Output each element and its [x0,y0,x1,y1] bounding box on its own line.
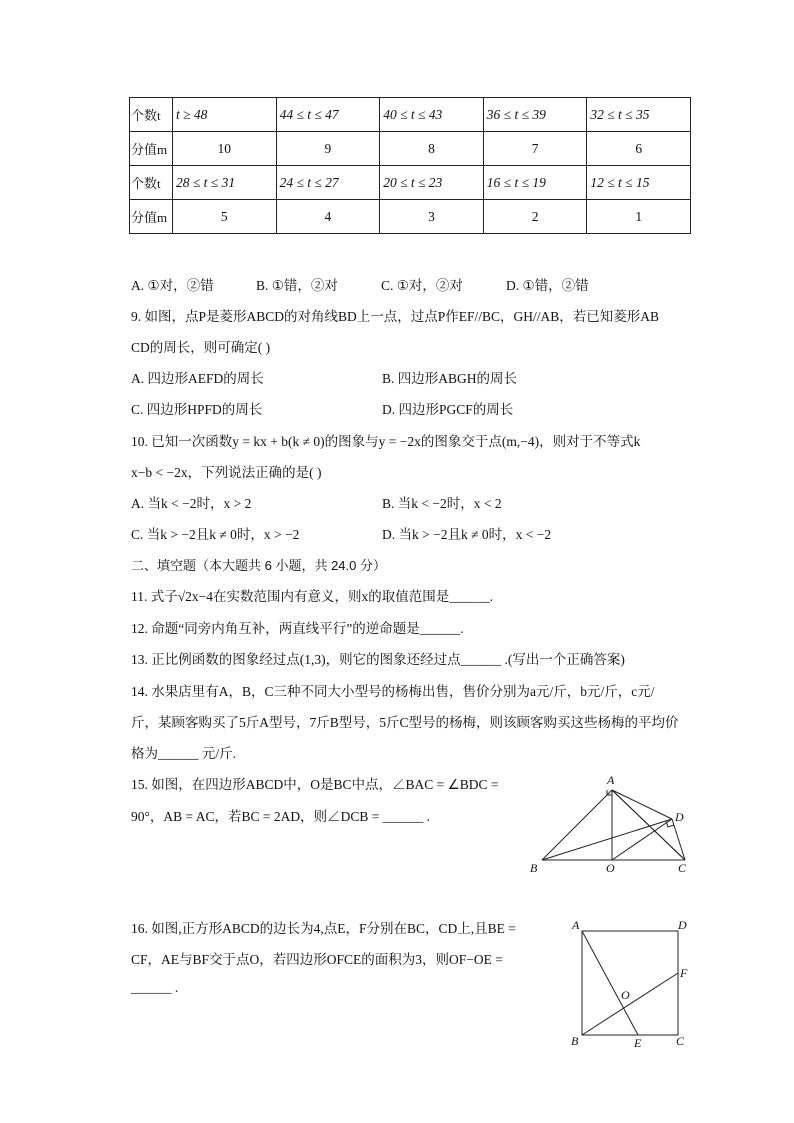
table-cell: 44 ≤ t ≤ 47 [276,98,380,132]
table-cell: 20 ≤ t ≤ 23 [380,166,484,200]
q16-figure [566,915,696,1050]
q12-stem: 12. 命题“同旁内角互补，两直线平行”的逆命题是______. [131,621,464,636]
q9-option-a: A. 四边形AEFD的周长 [131,371,264,386]
table-cell: 40 ≤ t ≤ 43 [380,98,484,132]
label-a: A [572,918,580,932]
table-cell: 10 [173,132,277,166]
table-cell: 1 [587,200,691,234]
segment-ad [612,790,672,819]
label-d: D [675,810,684,824]
q10-option-c: C. 当k > −2且k ≠ 0时，x > −2 [131,527,300,542]
q15-figure [520,770,700,880]
q14-stem-line3: 格为______ 元/斤. [131,746,237,761]
label-f: F [680,966,688,980]
segment-bd [542,819,672,860]
label-o: O [606,861,615,875]
label-b: B [530,861,538,875]
table-cell: 3 [380,200,484,234]
q9-stem-line2: CD的周长，则可确定( ) [131,340,271,355]
section-heading: 二、填空题（本大题共 6 小题，共 24.0 分） [131,558,386,573]
q16-stem-line1: 16. 如图,正方形ABCD的边长为4,点E，F分别在BC，CD上,且BE = [131,921,516,936]
q9-stem-line1: 9. 如图，点P是菱形ABCD的对角线BD上一点，过点P作EF//BC，GH//AB，若已知菱形AB [131,309,660,324]
table-cell: 24 ≤ t ≤ 27 [276,166,380,200]
q16-stem-line2: CF，AE与BF交于点O，若四边形OFCE的面积为3，则OF−OE = [131,952,503,967]
q14-stem-line1: 14. 水果店里有A，B，C三种不同大小型号的杨梅出售，售价分别为a元/斤，b元/斤，c元/ [131,684,655,699]
q15-stem-line2: 90°，AB = AC，若BC = 2AD，则∠DCB = ______ . [131,809,431,824]
q8-option-b: B. ①错，②对 [256,278,338,293]
q13-stem: 13. 正比例函数的图象经过点(1,3)，则它的图象还经过点______ .(写出一个正确答案) [131,652,625,667]
table-row [130,166,691,200]
segment-ae [582,931,638,1035]
q10-option-b: B. 当k < −2时，x < 2 [382,496,502,511]
table-cell: 个数t [130,98,173,132]
table-cell: 6 [587,132,691,166]
q10-option-d: D. 当k > −2且k ≠ 0时，x < −2 [382,527,552,542]
q9-option-c: C. 四边形HPFD的周长 [131,402,263,417]
table-cell: 2 [483,200,587,234]
table-cell: 32 ≤ t ≤ 35 [587,98,691,132]
table-row [130,132,691,166]
q9-option-d: D. 四边形PGCF的周长 [382,402,514,417]
q8-option-d: D. ①错，②错 [506,278,589,293]
label-c: C [678,861,687,875]
q16-stem-line3: ______ . [131,980,179,995]
table-cell: 36 ≤ t ≤ 39 [483,98,587,132]
label-a: A [607,773,615,787]
q9-option-b: B. 四边形ABGH的周长 [382,371,518,386]
label-e: E [634,1036,642,1050]
table-cell: 28 ≤ t ≤ 31 [173,166,277,200]
score-table [129,97,691,234]
table-cell: 12 ≤ t ≤ 15 [587,166,691,200]
table-cell: 9 [276,132,380,166]
table-cell: 16 ≤ t ≤ 19 [483,166,587,200]
q15-stem-line1: 15. 如图，在四边形ABCD中，O是BC中点，∠BAC = ∠BDC = [131,777,499,792]
table-cell: t ≥ 48 [173,98,277,132]
q10-stem-line1: 10. 已知一次函数y = kx + b(k ≠ 0)的图象与y = −2x的图象交于点(m,−4)，则对于不等式k [131,434,641,449]
table-row [130,200,691,234]
table-row [130,98,691,132]
label-b: B [571,1034,579,1048]
label-c: C [676,1034,685,1048]
q8-option-c: C. ①对，②对 [381,278,463,293]
q8-option-a: A. ①对，②错 [131,278,214,293]
table-cell: 5 [173,200,277,234]
q14-stem-line2: 斤，某顾客购买了5斤A型号，7斤B型号，5斤C型号的杨梅，则该顾客购买这些杨梅的平均价 [131,715,679,730]
table-cell: 个数t [130,166,173,200]
q11-stem: 11. 式子√2x−4在实数范围内有意义，则x的取值范围是______. [131,589,494,604]
table-cell: 7 [483,132,587,166]
table-cell: 分值m [130,200,173,234]
table-cell: 4 [276,200,380,234]
q10-stem-line2: x−b < −2x，下列说法正确的是( ) [131,465,322,480]
label-o: O [621,988,630,1002]
table-cell: 分值m [130,132,173,166]
table-cell: 8 [380,132,484,166]
segment-ab [542,790,612,860]
q10-option-a: A. 当k < −2时，x > 2 [131,496,252,511]
label-d: D [678,918,687,932]
segment-bf [582,973,678,1035]
